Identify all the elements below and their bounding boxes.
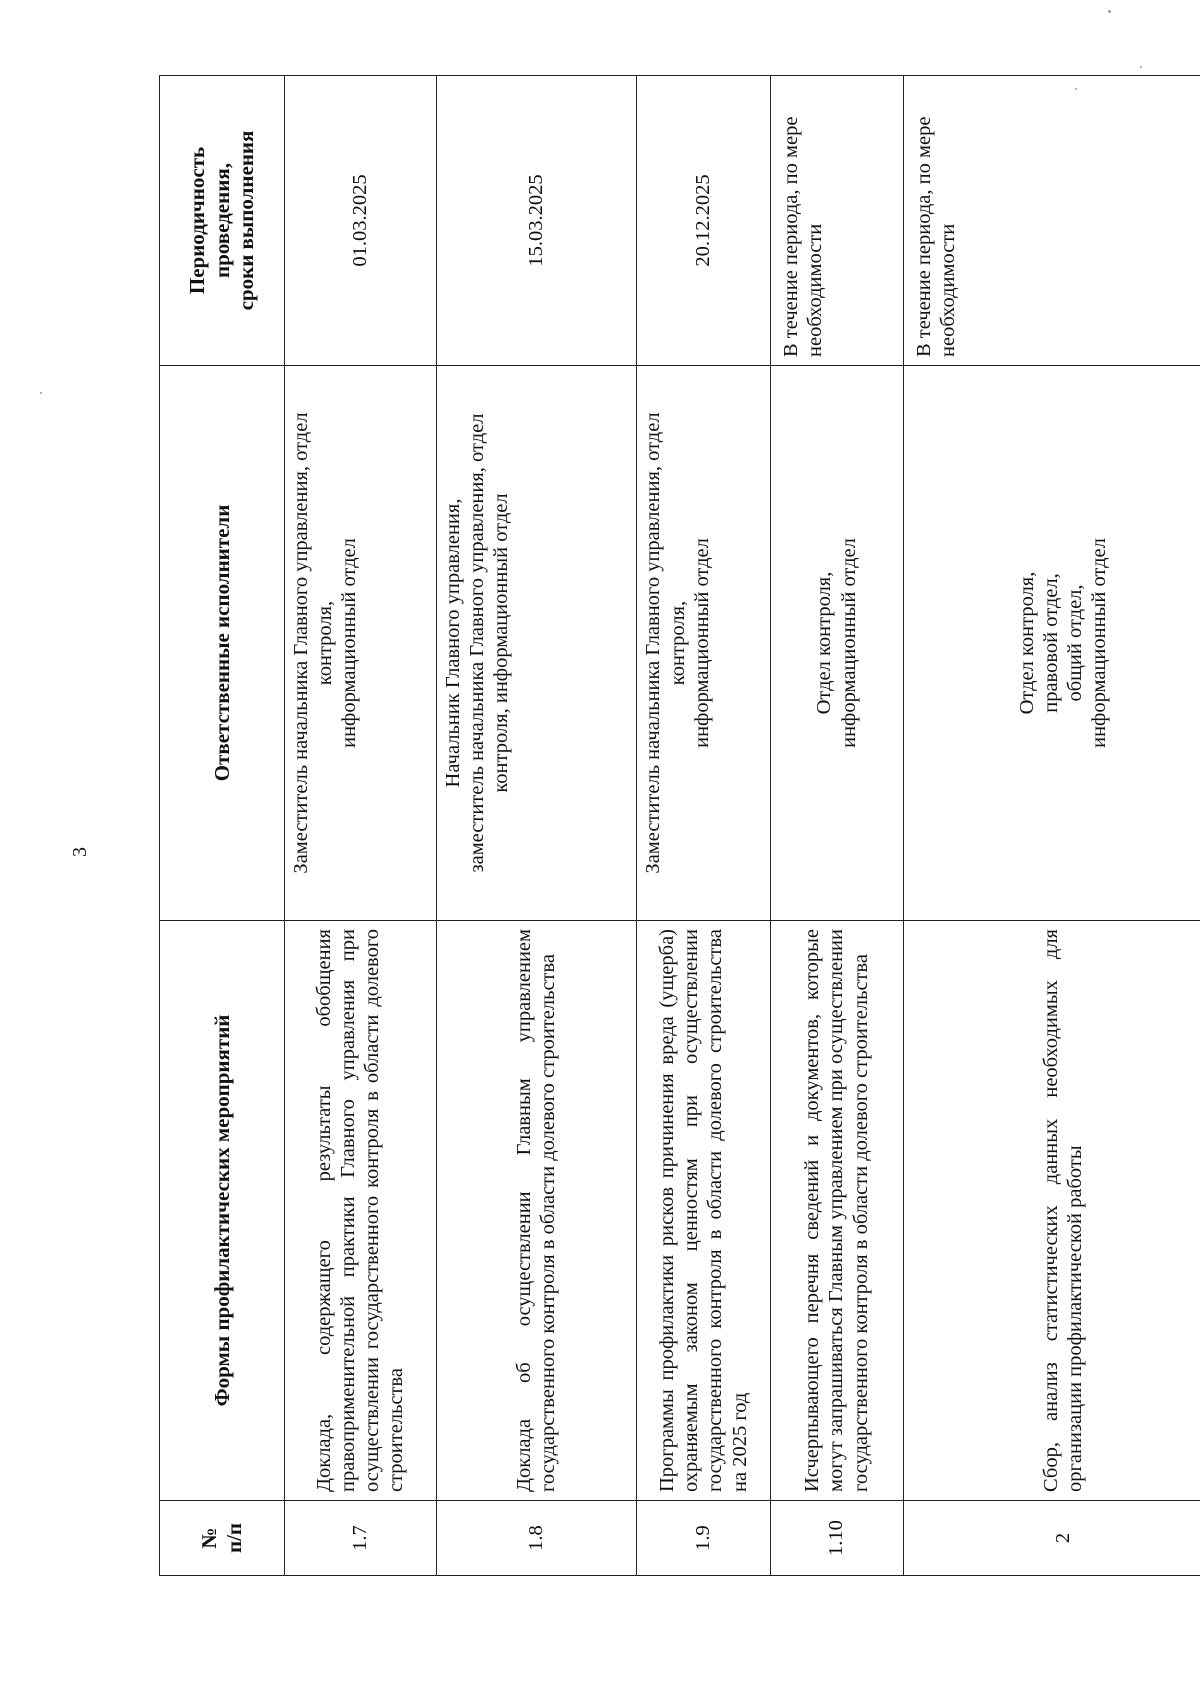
prevention-plan-table [159,75,1200,1576]
row-num: 1.10 [770,1501,903,1576]
scan-speck [1075,88,1077,90]
table-row [285,76,437,1576]
scan-speck [1140,66,1142,68]
page-number: 3 [69,847,91,857]
header-period: Периодичность проведения, сроки выполнения [160,76,285,366]
row-period: В течение периода, по мере необходимости [903,76,1200,366]
scan-speck [40,392,42,394]
row-responsible: Заместитель начальника Главного управления, отдел контроля, информационный отдел [285,366,437,921]
row-form: Доклада, содержащего результаты обобщения правоприменительной практики Главного управления при осуществлении государственного контроля в области долевого строительства [285,921,437,1501]
row-form: Доклада об осуществлении Главным управлением государственного контроля в области долевого строительства [436,921,637,1501]
row-period: 20.12.2025 [637,76,770,366]
table-row [637,76,770,1576]
row-period: 01.03.2025 [285,76,437,366]
scan-speck [1108,10,1111,13]
header-form: Формы профилактических мероприятий [160,921,285,1501]
header-responsible: Ответственные исполнители [160,366,285,921]
row-form: Исчерпывающего перечня сведений и документов, которые могут запрашиваться Главным управлением при осуществлении государственного контроля в области долевого строительства [770,921,903,1501]
header-num: № п/п [160,1501,285,1576]
table-row [436,76,637,1576]
row-form: Сбор, анализ статистических данных необходимых для организации профилактической работы [903,921,1200,1501]
row-num: 1.9 [637,1501,770,1576]
row-num: 1.7 [285,1501,437,1576]
row-num: 2 [903,1501,1200,1576]
row-period: 15.03.2025 [436,76,637,366]
row-form: Программы профилактики рисков причинения вреда (ущерба) охраняемым законом ценностям при осуществлении государственного контроля в области долевого строительства на 2025 год [637,921,770,1501]
row-responsible: Отдел контроля, информационный отдел [770,366,903,921]
table-row [770,76,903,1576]
row-num: 1.8 [436,1501,637,1576]
row-responsible: Заместитель начальника Главного управления, отдел контроля, информационный отдел [637,366,770,921]
table-row [903,76,1200,1576]
plan-table-rotated [159,76,1200,1576]
row-period: В течение периода, по мере необходимости [770,76,903,366]
row-responsible: Начальник Главного управления, заместитель начальника Главного управления, отдел контроля, информационный отдел [436,366,637,921]
table-header-row [160,76,285,1576]
row-responsible: Отдел контроля, правовой отдел, общий отдел, информационный отдел [903,366,1200,921]
